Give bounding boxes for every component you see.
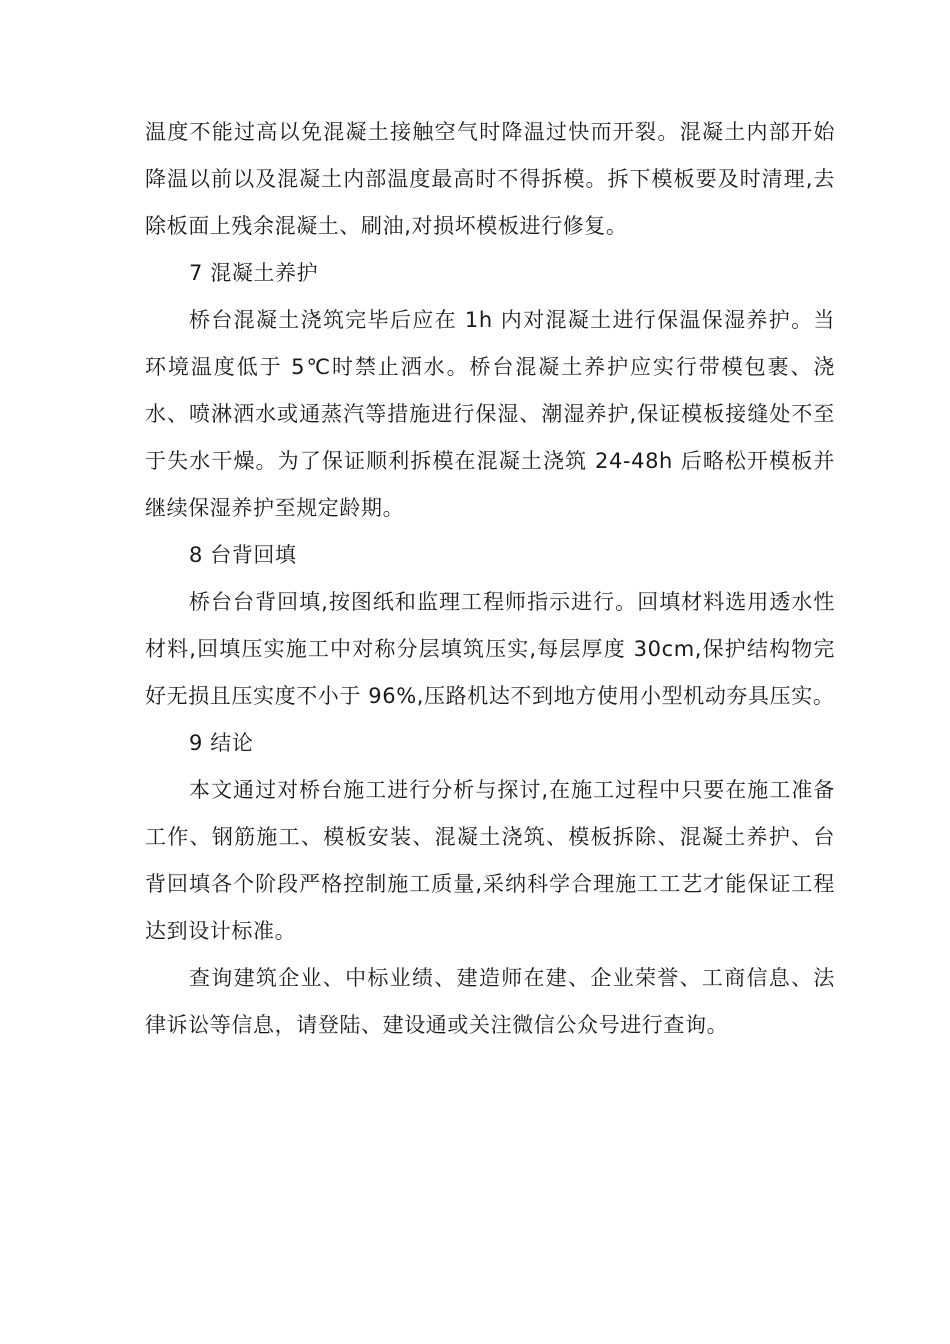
paragraph-backfill: 桥台台背回填,按图纸和监理工程师指示进行。回填材料选用透水性材料,回填压实施工中对称分层填筑压实,每层厚度 30cm,保护结构物完好无损且压实度不小于 96%,压路机达不到地方使用小型机动夯具压实。 <box>145 590 835 708</box>
paragraph-conclusion: 本文通过对桥台施工进行分析与探讨,在施工过程中只要在施工准备工作、钢筋施工、模板安装、混凝土浇筑、模板拆除、混凝土养护、台背回填各个阶段严格控制施工质量,采纳科学合理施工工艺才能保证工程达到设计标准。 <box>145 778 835 943</box>
paragraph-footer-notice: 查询建筑企业、中标业绩、建造师在建、企业荣誉、工商信息、法律诉讼等信息，请登陆、建设通或关注微信公众号进行查询。 <box>145 966 835 1037</box>
section-heading-backfill: 8 台背回填 <box>189 543 297 567</box>
section-heading-curing: 7 混凝土养护 <box>189 261 319 285</box>
document-body <box>145 109 835 1049</box>
paragraph-curing: 桥台混凝土浇筑完毕后应在 1h 内对混凝土进行保温保湿养护。当环境温度低于 5℃时禁止洒水。桥台混凝土养护应实行带模包裹、浇水、喷淋洒水或通蒸汽等措施进行保湿、潮湿养护,保证模板接缝处不至于失水干燥。为了保证顺利拆模在混凝土浇筑 24-48h 后略松开模板并继续保湿养护至规定龄期。 <box>145 308 835 520</box>
section-heading-conclusion: 9 结论 <box>189 731 254 755</box>
paragraph-formwork-removal: 温度不能过高以免混凝土接触空气时降温过快而开裂。混凝土内部开始降温以前以及混凝土内部温度最高时不得拆模。拆下模板要及时清理,去除板面上残余混凝土、刷油,对损坏模板进行修复。 <box>145 120 835 238</box>
